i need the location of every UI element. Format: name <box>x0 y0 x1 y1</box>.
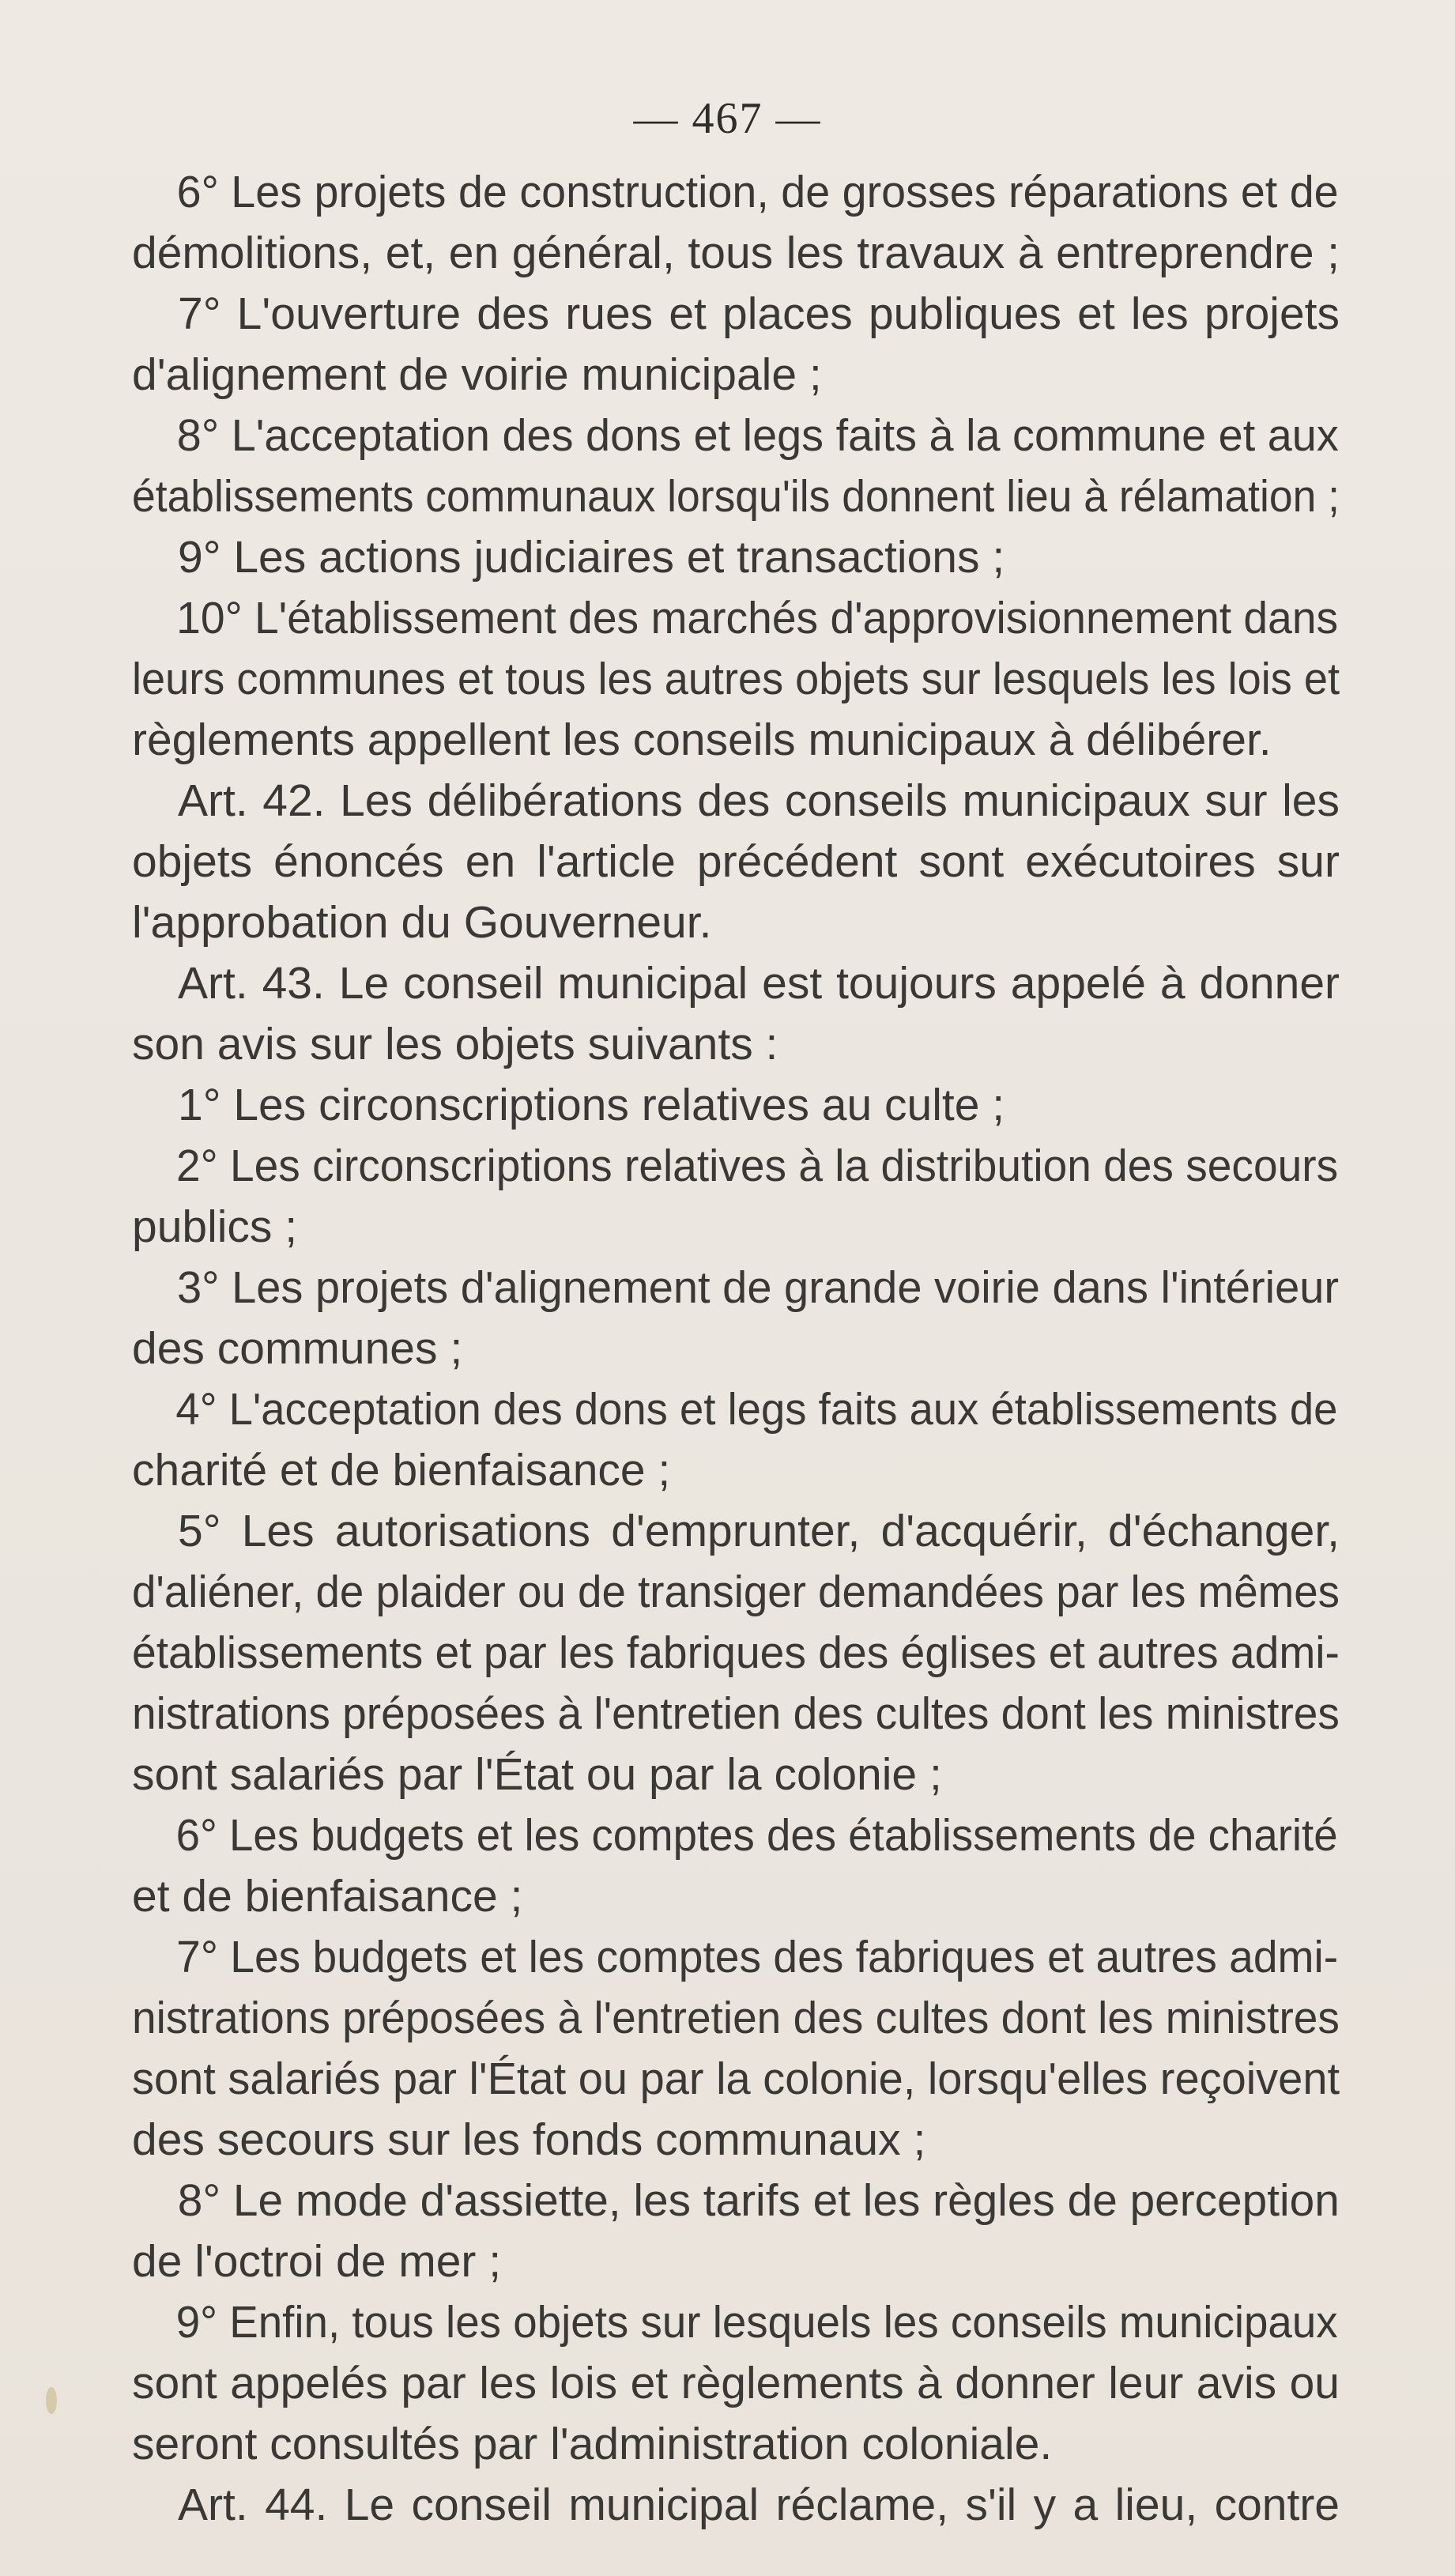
text-line: d'aliéner, de plaider ou de transiger demandées par les mêmes <box>132 1567 1340 1617</box>
paper-stain <box>46 2387 57 2414</box>
text-line: leurs communes et tous les autres objets sur lesquels les lois et <box>132 654 1340 704</box>
text-line: établissements et par les fabriques des églises et autres admi- <box>132 1627 1340 1678</box>
text-line: 5° Les autorisations d'emprunter, d'acquérir, d'échanger, <box>178 1506 1340 1556</box>
text-line: 3° Les projets d'alignement de grande voirie dans l'intérieur <box>177 1262 1340 1313</box>
text-line: et de bienfaisance ; <box>132 1871 523 1922</box>
text-line: sont salariés par l'État ou par la colonie, lorsqu'elles reçoivent <box>132 2054 1340 2104</box>
text-line: 8° Le mode d'assiette, les tarifs et les règles de perception <box>177 2175 1340 2226</box>
text-line: 2° Les circonscriptions relatives à la distribution des secours <box>176 1141 1339 1191</box>
text-line: 7° Les budgets et les comptes des fabriques et autres admi- <box>176 1932 1339 1982</box>
body-text <box>132 162 1340 2536</box>
text-line: nistrations préposées à l'entretien des cultes dont les ministres <box>132 1688 1340 1739</box>
text-line: établissements communaux lorsqu'ils donnent lieu à rélamation ; <box>132 471 1340 522</box>
text-line: sont salariés par l'État ou par la colonie ; <box>132 1749 942 1800</box>
text-line: des secours sur les fonds communaux ; <box>132 2114 926 2165</box>
text-line: objets énoncés en l'article précédent sont exécutoires sur <box>132 836 1340 887</box>
text-line: 9° Les actions judiciaires et transactions ; <box>178 532 1005 583</box>
text-line: charité et de bienfaisance ; <box>132 1445 671 1495</box>
text-line: seront consultés par l'administration coloniale. <box>132 2419 1053 2469</box>
text-line: 9° Enfin, tous les objets sur lesquels les conseils municipaux <box>175 2297 1338 2348</box>
text-line: règlements appellent les conseils municipaux à délibérer. <box>132 715 1272 765</box>
text-line: 4° L'acceptation des dons et legs faits aux établissements de <box>175 1384 1338 1435</box>
text-line: publics ; <box>132 1201 298 1252</box>
text-line: sont appelés par les lois et règlements à donner leur avis ou <box>132 2358 1340 2408</box>
text-line: Art. 43. Le conseil municipal est toujours appelé à donner <box>178 958 1340 1009</box>
text-line: démolitions, et, en général, tous les travaux à entreprendre ; <box>132 228 1340 278</box>
text-line: des communes ; <box>132 1323 463 1374</box>
text-line: son avis sur les objets suivants : <box>132 1019 778 1069</box>
text-line: d'alignement de voirie municipale ; <box>132 349 822 400</box>
text-line: 1° Les circonscriptions relatives au culte ; <box>178 1080 1005 1130</box>
text-line: 10° L'établissement des marchés d'approvisionnement dans <box>176 593 1339 643</box>
text-line: l'approbation du Gouverneur. <box>132 897 712 948</box>
text-line: Art. 42. Les délibérations des conseils municipaux sur les <box>178 775 1340 826</box>
text-line: 6° Les budgets et les comptes des établissements de charité <box>175 1810 1338 1861</box>
text-line: nistrations préposées à l'entretien des cultes dont les ministres <box>132 1993 1340 2043</box>
text-line: Art. 44. Le conseil municipal réclame, s'il y a lieu, contre <box>178 2480 1340 2530</box>
text-line: 7° L'ouverture des rues et places publiques et les projets <box>178 289 1340 339</box>
text-line: de l'octroi de mer ; <box>132 2236 502 2287</box>
text-line: 8° L'acceptation des dons et legs faits à la commune et aux <box>176 410 1339 461</box>
page-number: — 467 — <box>633 94 822 143</box>
text-line: 6° Les projets de construction, de grosses réparations et de <box>176 167 1339 217</box>
